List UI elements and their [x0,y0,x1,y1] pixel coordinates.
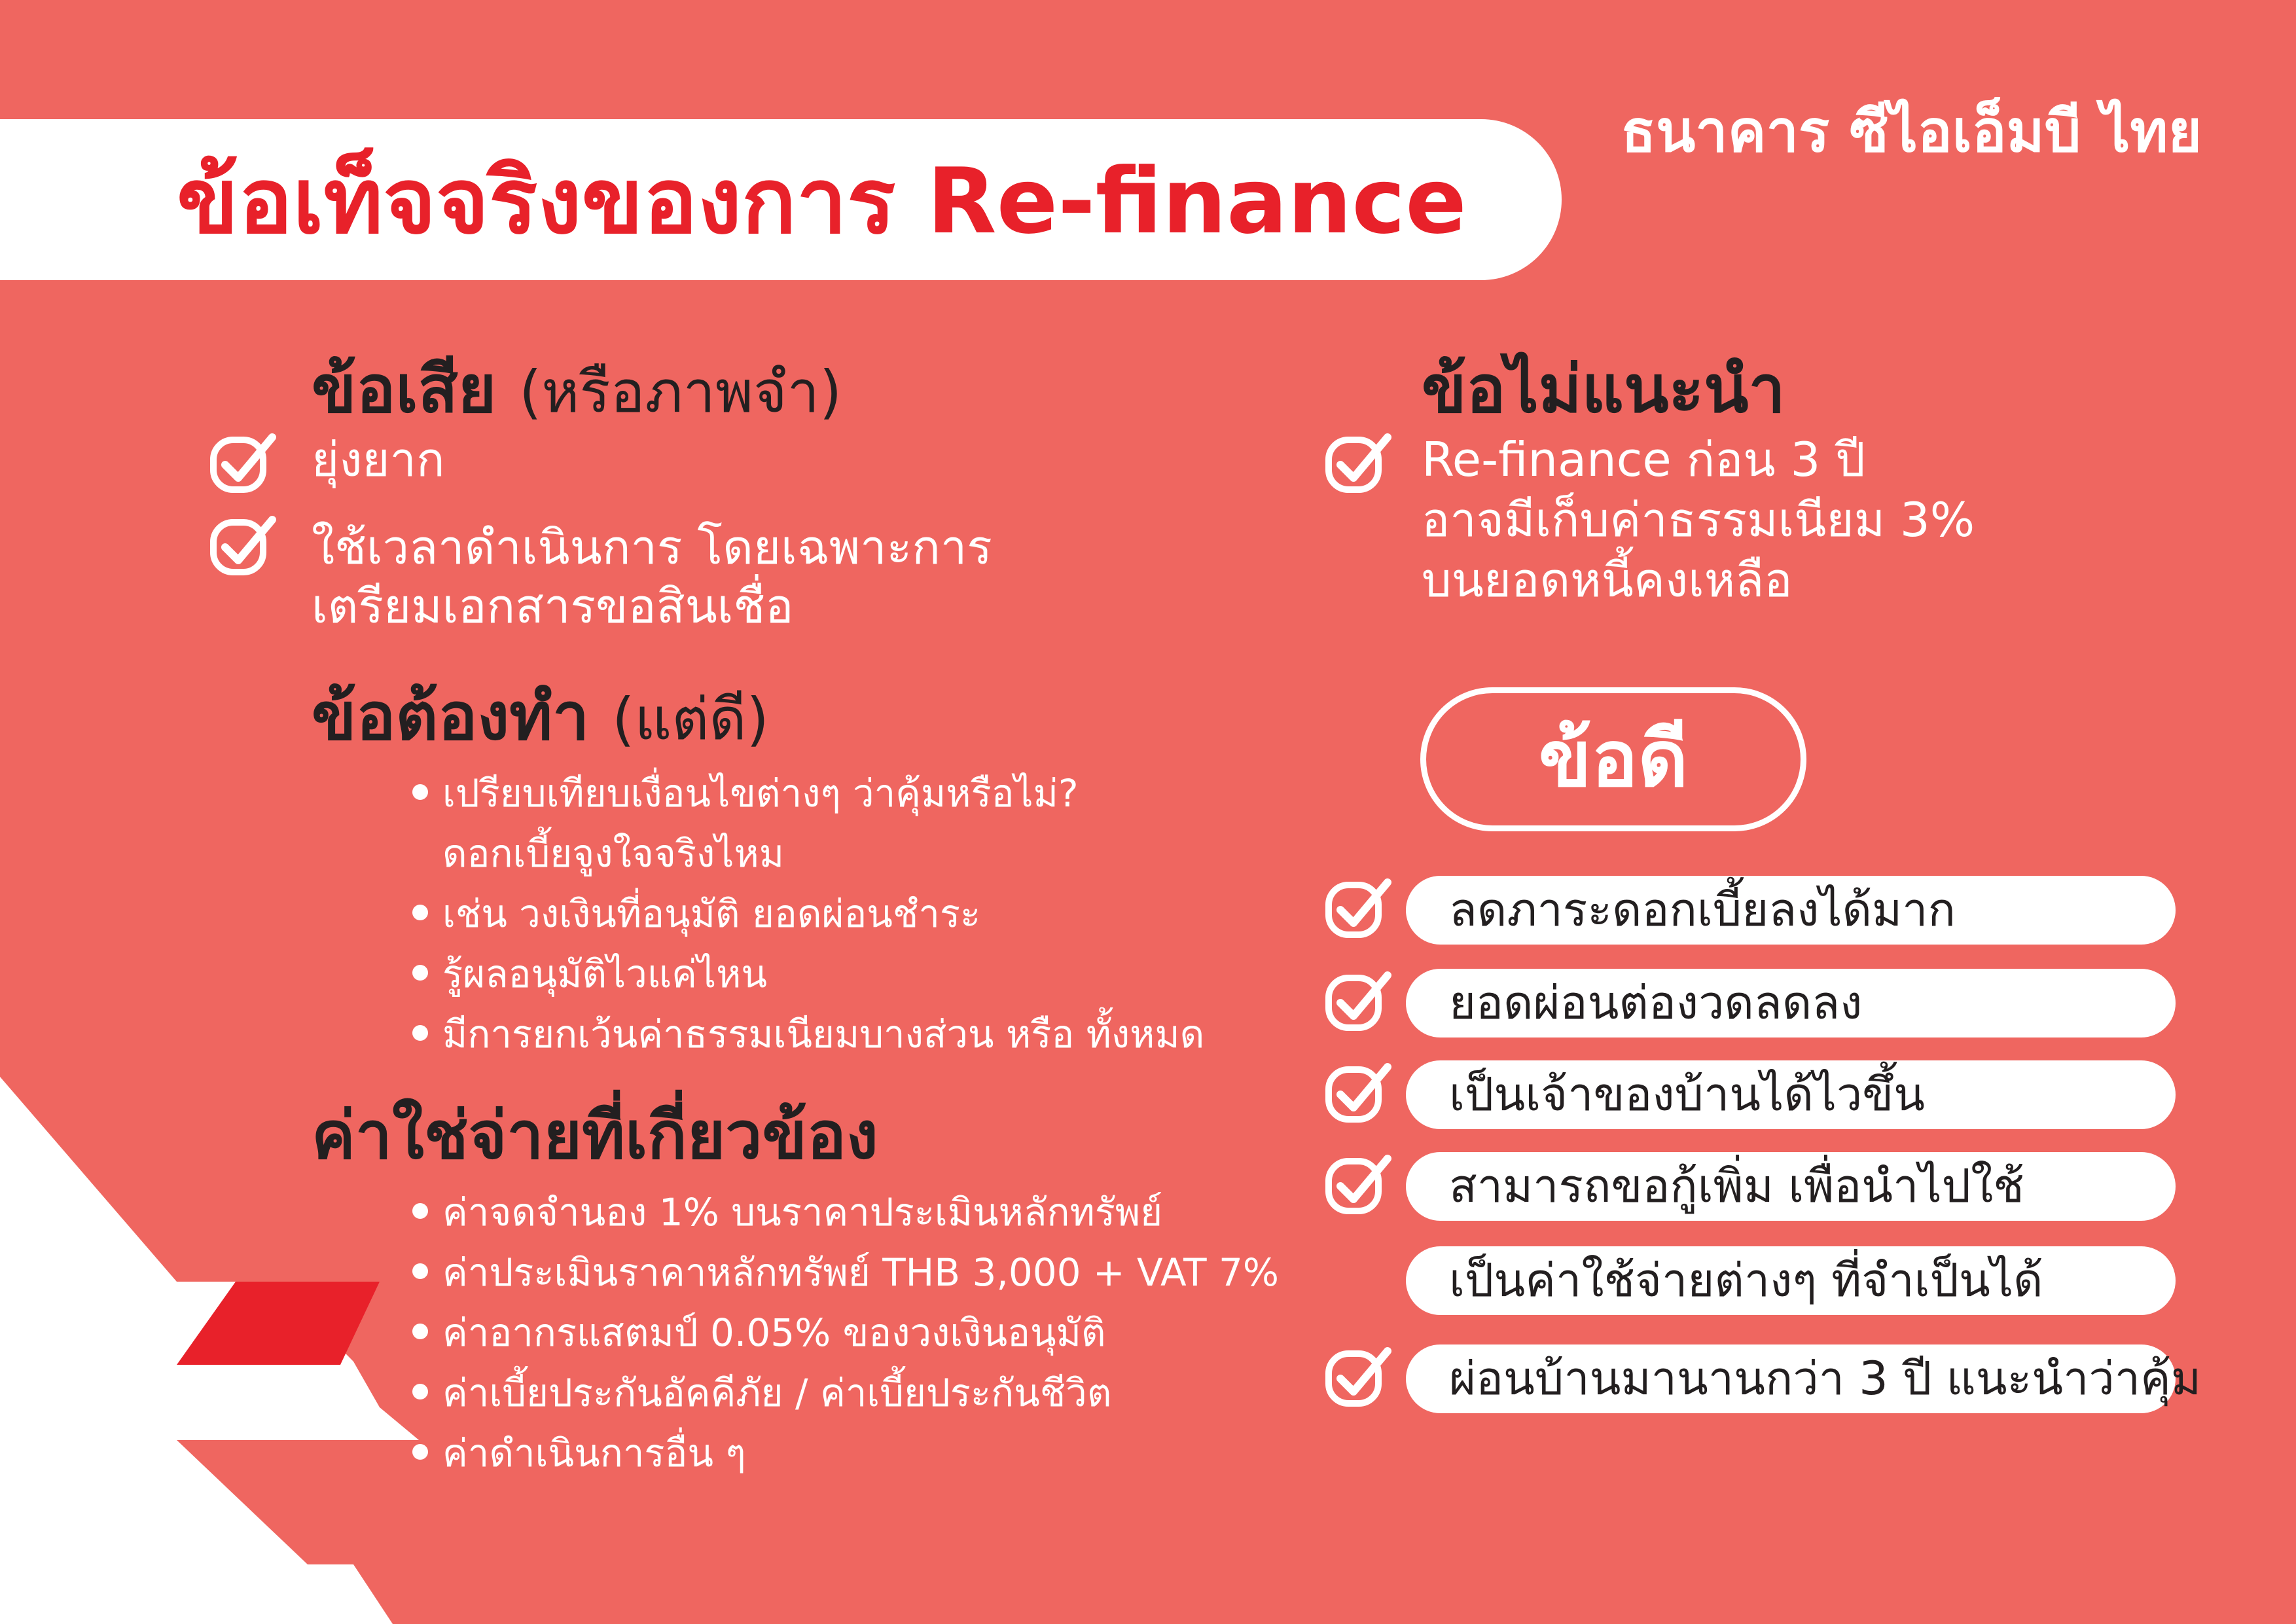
check-icon [1322,1058,1394,1130]
bullet-icon [412,905,428,920]
disadvantages-heading-note: (หรือภาพจำ) [519,358,842,425]
bullet-icon [412,965,428,981]
bullet-icon [412,784,428,800]
list-item: เช่น วงเงินที่อนุมัติ ยอดผ่อนชำระ [412,884,1204,944]
advantage-item: สามารถขอกู้เพิ่ม เพื่อนำไปใช้ [1406,1152,2176,1221]
must-do-heading [312,678,769,755]
list-item: ค่าจดจำนอง 1% บนราคาประเมินหลักทรัพย์ [412,1182,1279,1242]
advantages-heading: ข้อดี [1420,687,1806,831]
list-item: ค่าดำเนินการอื่น ๆ [412,1423,1279,1483]
must-do-list [412,763,1204,1064]
bank-name: ธนาคาร ซีไอเอ็มบี ไทย [1621,98,2202,165]
check-icon [207,511,279,583]
page-title: ข้อเท็จจริงของการ Re-finance [177,149,1467,254]
must-do-heading-note: (แต่ดี) [612,685,769,753]
disadvantage-item-2: ใช้เวลาดำเนินการ โดยเฉพาะการ [312,520,992,575]
disadvantage-item-2-cont: เตรียมเอกสารขอสินเชื่อ [312,579,794,634]
disadvantages-heading-text: ข้อเสีย [312,351,497,427]
list-item: ค่าอากรแสตมป์ 0.05% ของวงเงินอนุมัติ [412,1303,1279,1363]
bullet-icon [412,1444,428,1460]
costs-heading: ค่าใช่จ่ายที่เกี่ยวข้อง [312,1097,878,1174]
list-item: ดอกเบี้ยจูงใจจริงไหม [442,831,784,876]
list-item: ค่าเบี้ยประกันอัคคีภัย / ค่าเบี้ยประกันชีวิต [412,1363,1279,1423]
disadvantages-heading [312,353,842,425]
must-do-heading-text: ข้อต้องทำ [312,678,590,755]
bullet-icon [412,1384,428,1399]
list-item: รู้ผลอนุมัติไวแค่ไหน [412,944,1204,1004]
costs-list [412,1182,1279,1483]
bullet-icon [412,1263,428,1279]
list-item: ค่าประเมินราคาหลักทรัพย์ THB 3,000 + VAT 7% [412,1242,1279,1303]
list-item: มีการยกเว้นค่าธรรมเนียมบางส่วน หรือ ทั้งหมด [412,1004,1204,1064]
disadvantage-item-1: ยุ่งยาก [312,432,445,487]
check-icon [1322,1342,1394,1414]
advantage-item: เป็นเจ้าของบ้านได้ไวขึ้น [1406,1060,2176,1129]
bullet-icon [412,1025,428,1041]
list-item: เปรียบเทียบเงื่อนไขต่างๆ ว่าคุ้มหรือไม่? [412,763,1204,823]
check-icon [1322,873,1394,945]
not-recommended-text [1422,429,1975,610]
not-recommended-line: อาจมีเก็บค่าธรรมเนียม 3% [1422,492,1975,547]
not-recommended-heading: ข้อไม่แนะนำ [1422,351,1785,427]
not-recommended-line: บนยอดหนี้คงเหลือ [1422,552,1793,607]
advantage-item: ผ่อนบ้านมานานกว่า 3 ปี แนะนำว่าคุ้ม [1406,1344,2176,1413]
check-icon [1322,1149,1394,1221]
bullet-icon [412,1324,428,1339]
check-icon [207,428,279,500]
not-recommended-line: Re-finance ก่อน 3 ปี [1422,432,1865,487]
advantage-item: ยอดผ่อนต่องวดลดลง [1406,969,2176,1038]
bullet-icon [412,1203,428,1219]
check-icon [1322,428,1394,500]
advantage-item: ลดภาระดอกเบี้ยลงได้มาก [1406,876,2176,945]
advantage-item-cont: เป็นค่าใช้จ่ายต่างๆ ที่จำเป็นได้ [1406,1246,2176,1315]
check-icon [1322,966,1394,1038]
